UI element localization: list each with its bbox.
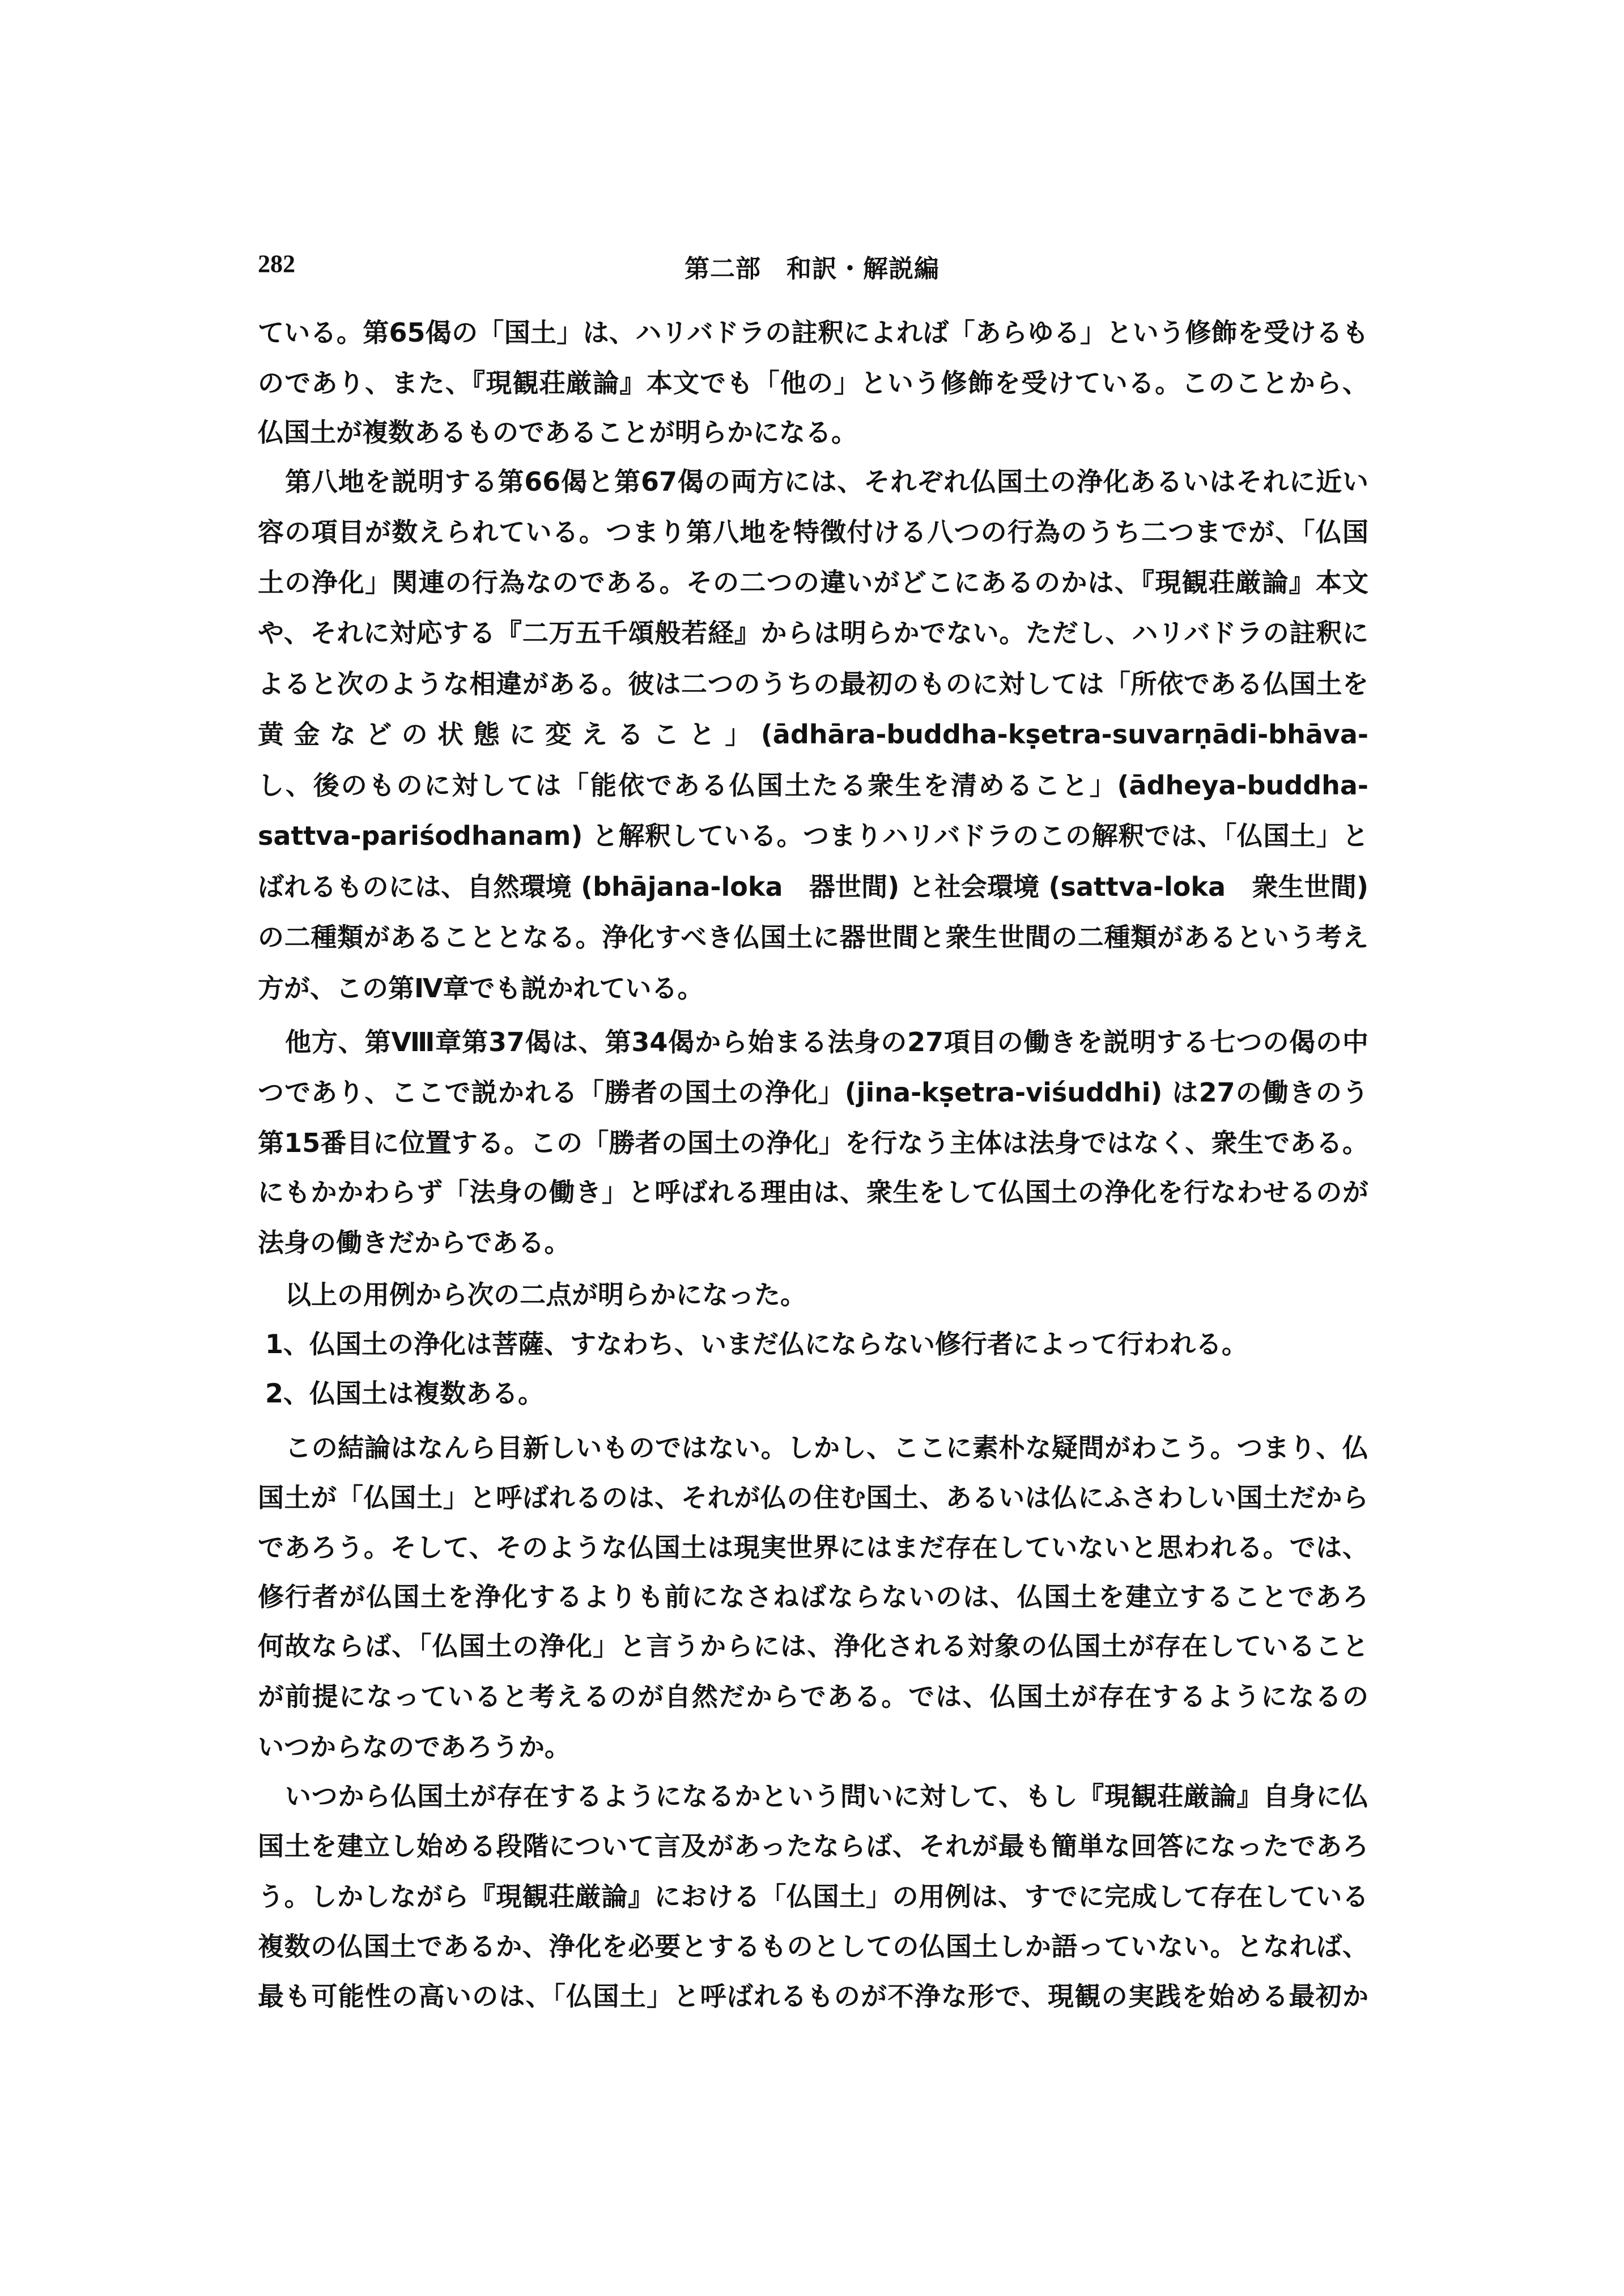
text-line: ている。第65偈の「国土」は、ハリバドラの註釈によれば「あらゆる」という修飾を受けるも — [258, 317, 1368, 348]
text-line: いつから仏国土が存在するようになるかという問いに対して、もし『現観荘厳論』自身に仏 — [285, 1781, 1368, 1812]
text-line: 何故ならば、「仏国土の浄化」と言うからには、浄化される対象の仏国土が存在していること — [258, 1631, 1368, 1661]
text-line: の二種類があることとなる。浄化すべき仏国土に器世間と衆生世間の二種類があるという考え — [258, 922, 1368, 953]
text-line: のであり、また、『現観荘厳論』本文でも「他の」という修飾を受けている。このことから、 — [258, 368, 1368, 398]
text-line: 他方、第Ⅷ章第37偈は、第34偈から始まる法身の27項目の働きを説明する七つの偈の中 — [285, 1027, 1368, 1057]
text-line: 最も可能性の高いのは、「仏国土」と呼ばれるものが不浄な形で、現観の実践を始める最初か — [258, 1981, 1368, 2012]
text-line: が前提になっていると考えるのが自然だからである。では、仏国土が存在するようになるの — [258, 1681, 1368, 1712]
text-line: ばれるものには、自然環境 (bhājana-loka 器世間) と社会環境 (sattva-loka 衆生世間) — [258, 871, 1368, 902]
text-line: 黄金などの状態に変えること」(ādhāra-buddha-kṣetra-suvarṇādi-bhāva- — [258, 719, 1368, 750]
text-line: sattva-pariśodhanam) と解釈している。つまりハリバドラのこの解釈では、「仏国土」と — [258, 820, 1368, 851]
text-line: 第15番目に位置する。この「勝者の国土の浄化」を行なう主体は法身ではなく、衆生である。 — [258, 1128, 1368, 1158]
text-line: にもかかわらず「法身の働き」と呼ばれる理由は、衆生をして仏国土の浄化を行なわせるのが — [258, 1177, 1368, 1207]
text-line: この結論はなんら目新しいものではない。しかし、ここに素朴な疑問がわこう。つまり、仏 — [285, 1432, 1368, 1463]
text-line: 方が、この第Ⅳ章でも説かれている。 — [258, 973, 704, 1004]
text-line: 複数の仏国土であるか、浄化を必要とするものとしての仏国土しか語っていない。となれば、 — [258, 1931, 1368, 1962]
running-head: 第二部 和訳・解説編 — [685, 254, 939, 283]
text-line: つであり、ここで説かれる「勝者の国土の浄化」(jina-kṣetra-viśuddhi) は27の働きのう — [258, 1077, 1368, 1108]
text-line: 仏国土が複数あるものであることが明らかになる。 — [258, 417, 857, 448]
text-line: よると次のような相違がある。彼は二つのうちの最初のものに対しては「所依である仏国土を — [258, 669, 1368, 699]
page-number: 282 — [258, 250, 295, 278]
text-line: 修行者が仏国土を浄化するよりも前になさねばならないのは、仏国土を建立することであろ — [258, 1581, 1368, 1612]
text-line: 国土が「仏国土」と呼ばれるのは、それが仏の住む国土、あるいは仏にふさわしい国土だから — [258, 1482, 1368, 1513]
text-line: 法身の働きだからである。 — [258, 1227, 571, 1258]
text-line: 第八地を説明する第66偈と第67偈の両方には、それぞれ仏国土の浄化あるいはそれに近い — [285, 466, 1368, 497]
text-line: いつからなのであろうか。 — [258, 1732, 571, 1762]
text-line: 国土を建立し始める段階について言及があったならば、それが最も簡単な回答になったであろ — [258, 1831, 1368, 1861]
text-line: や、それに対応する『二万五千頌般若経』からは明らかでない。ただし、ハリバドラの註釈に — [258, 618, 1368, 648]
text-line: う。しかしながら『現観荘厳論』における「仏国土」の用例は、すでに完成して存在している — [258, 1881, 1368, 1912]
text-line: 2、仏国土は複数ある。 — [265, 1378, 545, 1409]
text-line: し、後のものに対しては「能依である仏国土たる衆生を清めること」(ādheya-buddha- — [258, 770, 1368, 801]
text-line: 容の項目が数えられている。つまり第八地を特徴付ける八つの行為のうち二つまでが、「仏国 — [258, 517, 1368, 547]
text-line: 土の浄化」関連の行為なのである。その二つの違いがどこにあるのかは、『現観荘厳論』本文 — [258, 567, 1368, 598]
text-line: であろう。そして、そのような仏国土は現実世界にはまだ存在していないと思われる。では、 — [258, 1532, 1368, 1563]
text-line: 1、仏国土の浄化は菩薩、すなわち、いまだ仏にならない修行者によって行われる。 — [265, 1329, 1248, 1359]
text-line: 以上の用例から次の二点が明らかになった。 — [285, 1279, 806, 1310]
